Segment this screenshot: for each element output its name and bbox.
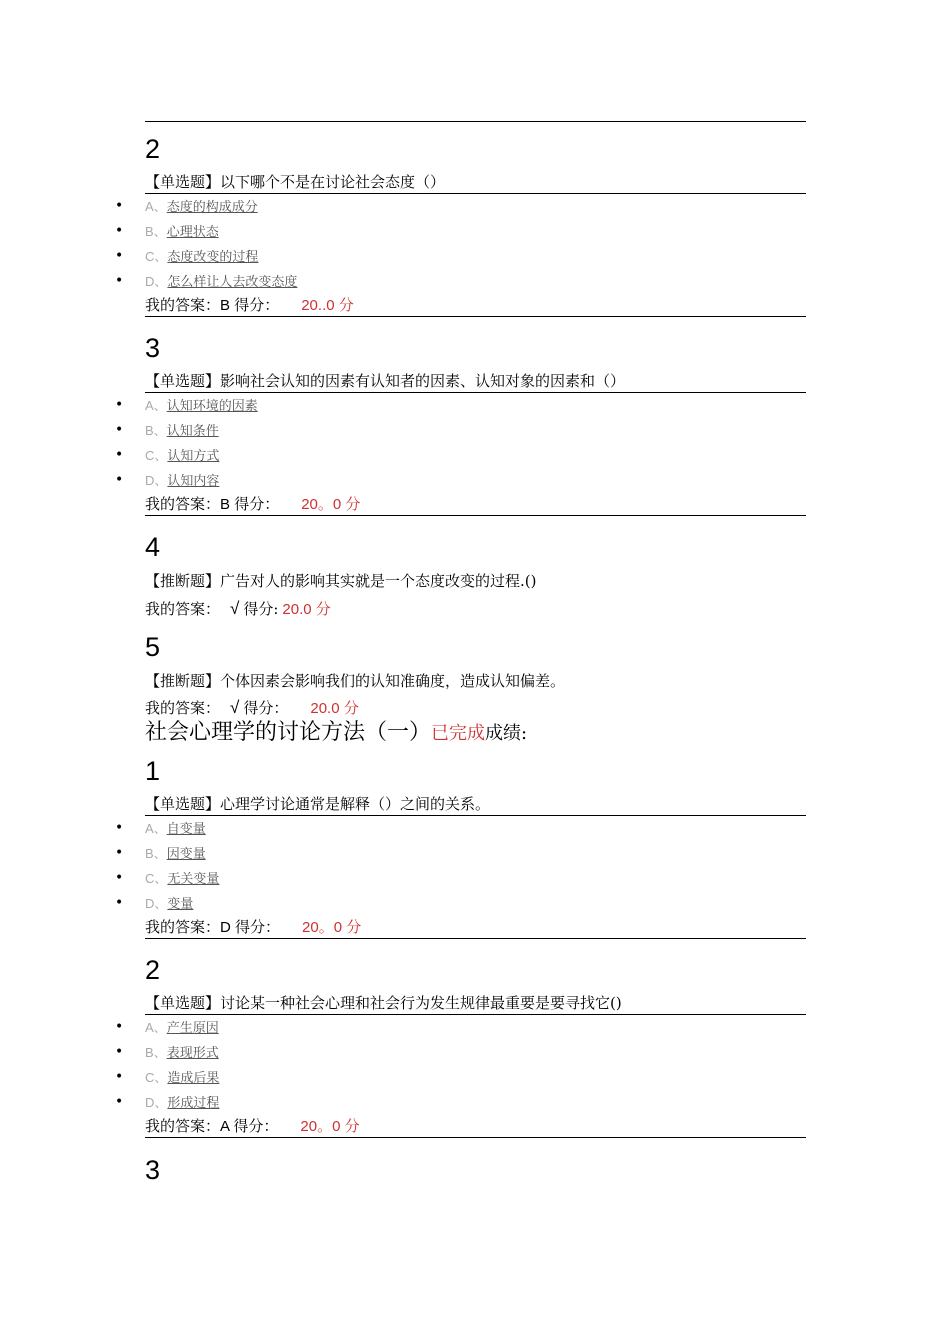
question-number: 2 [145,955,161,985]
option-item[interactable]: • B、表现形式 [145,1040,806,1065]
option-link[interactable]: 无关变量 [167,872,220,887]
question-number: 3 [145,1155,161,1185]
question-text: 【单选题】讨论某一种社会心理和社会行为发生规律最重要是要寻找它() [145,993,806,1015]
option-item[interactable]: • A、自变量 [145,816,806,841]
option-item[interactable]: • D、认知内容 [145,468,806,493]
option-link[interactable]: 心理状态 [166,225,219,240]
question-text: 【单选题】心理学讨论通常是解释（）之间的关系。 [145,794,806,816]
answer-line: 我的答案： √ 得分： 20.0 分 [145,698,359,717]
bullet-dot-icon: • [115,1069,124,1085]
bullet-dot-icon: • [115,248,124,264]
bullet-dot-icon: • [115,422,124,438]
question-block [145,1155,806,1185]
section-title: 社会心理学的讨论方法（一）已完成成绩: [145,720,528,745]
question-number: 3 [145,333,161,363]
option-link[interactable]: 怎么样让人去改变态度 [167,275,298,290]
question-number: 2 [145,134,161,164]
check-mark-icon: √ [230,698,240,717]
score-value: 20.0 分 [282,601,331,618]
option-link[interactable]: 因变量 [166,847,206,862]
score-value: 20。0 分 [301,496,361,513]
score-value: 20..0 分 [301,297,354,314]
score-value: 20。0 分 [302,919,362,936]
question-block [115,134,806,317]
option-link[interactable]: 态度的构成成分 [166,200,258,215]
option-list [115,1015,806,1115]
option-item[interactable]: • B、认知条件 [145,418,806,443]
option-link[interactable]: 认知条件 [166,424,219,439]
option-link[interactable]: 认知方式 [167,449,220,464]
top-divider [145,121,806,122]
question-block [115,333,806,516]
question-text: 【推断题】广告对人的影响其实就是一个态度改变的过程.() [145,572,537,590]
bullet-dot-icon: • [115,895,124,911]
bullet-dot-icon: • [115,472,124,488]
question-number: 5 [145,632,161,662]
bullet-dot-icon: • [115,1044,124,1060]
bullet-dot-icon: • [115,198,124,214]
question-number: 1 [145,756,161,786]
option-item[interactable]: • A、认知环境的因素 [145,393,806,418]
option-link[interactable]: 造成后果 [167,1071,220,1086]
question-block [115,955,806,1138]
option-item[interactable]: • D、形成过程 [145,1090,806,1115]
option-link[interactable]: 变量 [167,897,194,912]
question-text: 【推断题】个体因素会影响我们的认知准确度，造成认知偏差。 [145,672,566,690]
my-answer: D [220,919,231,936]
option-item[interactable]: • A、态度的构成成分 [145,194,806,219]
question-block [115,756,806,939]
bullet-dot-icon: • [115,870,124,886]
bullet-dot-icon: • [115,1094,124,1110]
my-answer: B [220,297,231,314]
option-list [115,816,806,916]
option-link[interactable]: 表现形式 [166,1046,219,1061]
score-value: 20.0 分 [310,700,359,717]
option-link[interactable]: 认知内容 [167,474,220,489]
option-link[interactable]: 认知环境的因素 [166,399,258,414]
option-item[interactable]: • C、态度改变的过程 [145,244,806,269]
option-link[interactable]: 产生原因 [166,1021,219,1036]
option-item[interactable]: • B、心理状态 [145,219,806,244]
option-link[interactable]: 态度改变的过程 [167,250,259,265]
bullet-dot-icon: • [115,820,124,836]
answer-line: 我的答案：A 得分： 20。0 分 [145,1115,806,1138]
option-item[interactable]: • D、变量 [145,891,806,916]
score-value: 20。0 分 [300,1118,360,1135]
question-number: 4 [145,532,161,562]
question-text: 【单选题】以下哪个不是在讨论社会态度（） [145,172,806,194]
option-item[interactable]: • A、产生原因 [145,1015,806,1040]
option-item[interactable]: • C、造成后果 [145,1065,806,1090]
answer-line: 我的答案： √ 得分: 20.0 分 [145,599,331,618]
my-answer: A [220,1118,230,1135]
option-link[interactable]: 形成过程 [167,1096,220,1111]
option-item[interactable]: • C、无关变量 [145,866,806,891]
question-block [145,632,806,719]
bullet-dot-icon: • [115,223,124,239]
option-item[interactable]: • D、怎么样让人去改变态度 [145,269,806,294]
bullet-dot-icon: • [115,447,124,463]
option-item[interactable]: • B、因变量 [145,841,806,866]
option-list [115,194,806,294]
question-block [145,532,806,620]
answer-line: 我的答案：B 得分： 20..0 分 [145,294,806,317]
bullet-dot-icon: • [115,845,124,861]
option-link[interactable]: 自变量 [166,822,206,837]
check-mark-icon: √ [230,599,240,618]
my-answer: B [220,496,231,513]
answer-line: 我的答案：D 得分： 20。0 分 [145,916,806,939]
bullet-dot-icon: • [115,273,124,289]
answer-line: 我的答案：B 得分： 20。0 分 [145,493,806,516]
option-list [115,393,806,493]
option-item[interactable]: • C、认知方式 [145,443,806,468]
bullet-dot-icon: • [115,397,124,413]
bullet-dot-icon: • [115,1019,124,1035]
status-badge: 已完成 [431,723,486,744]
question-text: 【单选题】影响社会认知的因素有认知者的因素、认知对象的因素和（） [145,371,806,393]
